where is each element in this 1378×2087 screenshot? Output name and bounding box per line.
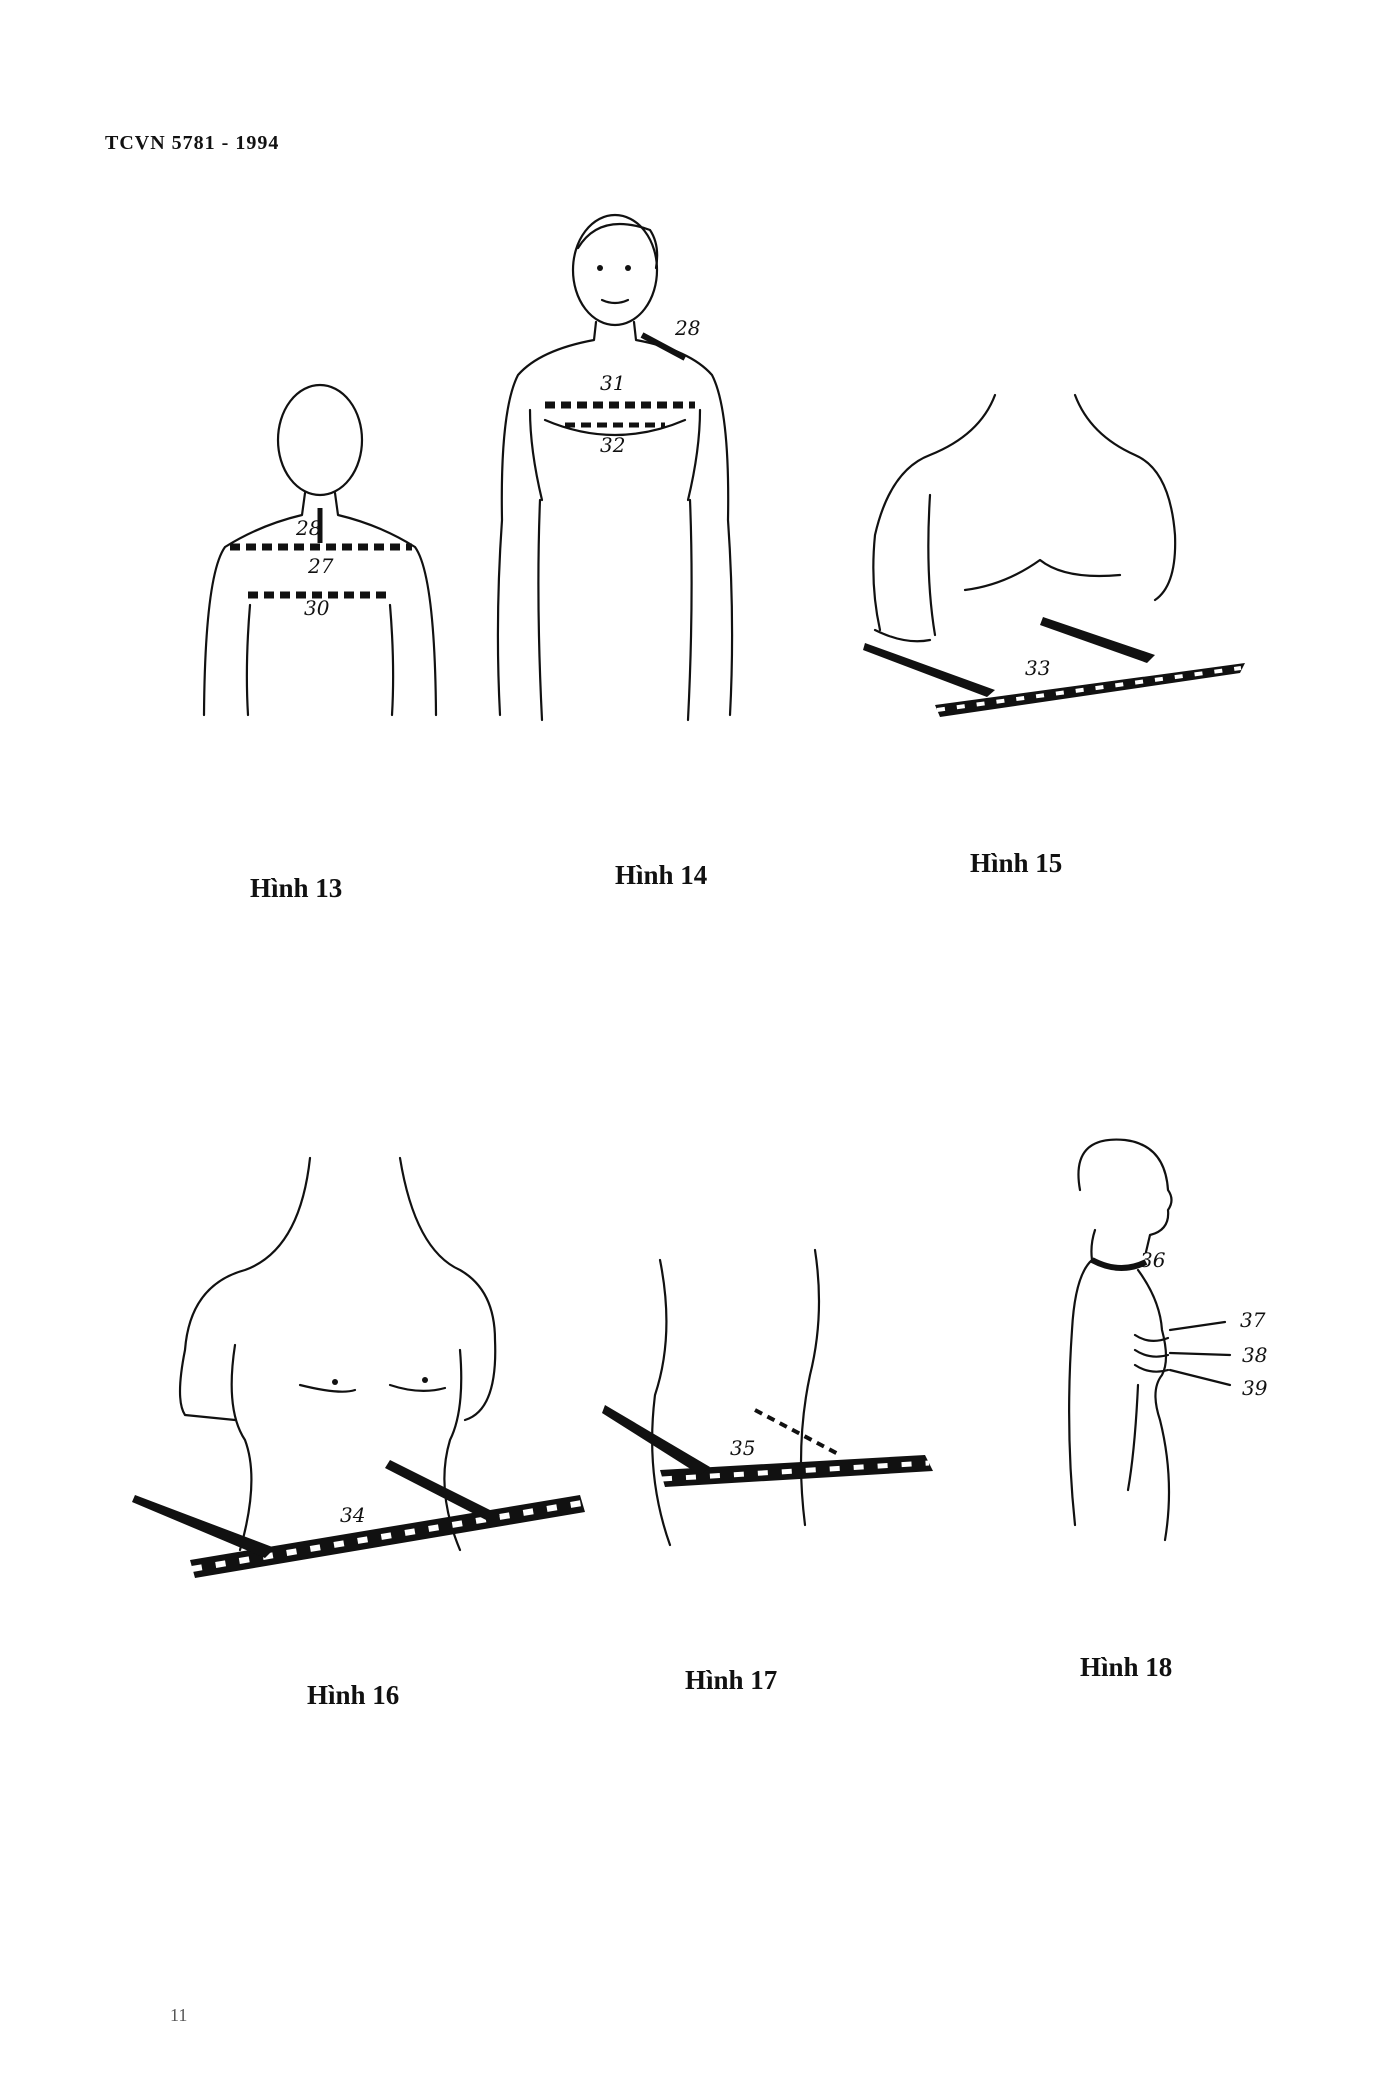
- page-number: 11: [170, 2005, 188, 2025]
- figure-14: [490, 200, 740, 730]
- figure-16: [130, 1150, 600, 1610]
- caption-hinh-13: Hình 13: [250, 873, 343, 903]
- label-30: 30: [304, 596, 330, 620]
- figure-17-drawing: [600, 1245, 940, 1565]
- label-35: 35: [730, 1436, 756, 1460]
- label-38: 38: [1242, 1343, 1268, 1367]
- label-36: 36: [1140, 1248, 1166, 1272]
- label-39: 39: [1242, 1376, 1268, 1400]
- figure-15-drawing: [855, 345, 1255, 725]
- label-28: 28: [296, 516, 322, 540]
- figure-16-drawing: [130, 1150, 600, 1610]
- document-header: TCVN 5781 - 1994: [105, 132, 280, 154]
- caption-hinh-17: Hình 17: [685, 1665, 778, 1695]
- label-28: 28: [675, 316, 701, 340]
- label-34: 34: [340, 1503, 366, 1527]
- figure-13: [190, 375, 450, 725]
- label-27: 27: [308, 554, 334, 578]
- caption-hinh-18: Hình 18: [1080, 1652, 1173, 1682]
- caption-hinh-16: Hình 16: [307, 1680, 400, 1710]
- figure-15: [855, 345, 1255, 725]
- label-31: 31: [600, 371, 626, 395]
- caption-hinh-14: Hình 14: [615, 860, 708, 890]
- figure-18-drawing: [1050, 1130, 1290, 1560]
- caption-hinh-15: Hình 15: [970, 848, 1063, 878]
- label-32: 32: [600, 433, 626, 457]
- label-33: 33: [1025, 656, 1051, 680]
- label-37: 37: [1240, 1308, 1266, 1332]
- figure-17: [600, 1245, 940, 1565]
- figure-13-drawing: [190, 375, 450, 725]
- figure-14-drawing: [490, 200, 740, 730]
- figure-18: [1050, 1130, 1290, 1560]
